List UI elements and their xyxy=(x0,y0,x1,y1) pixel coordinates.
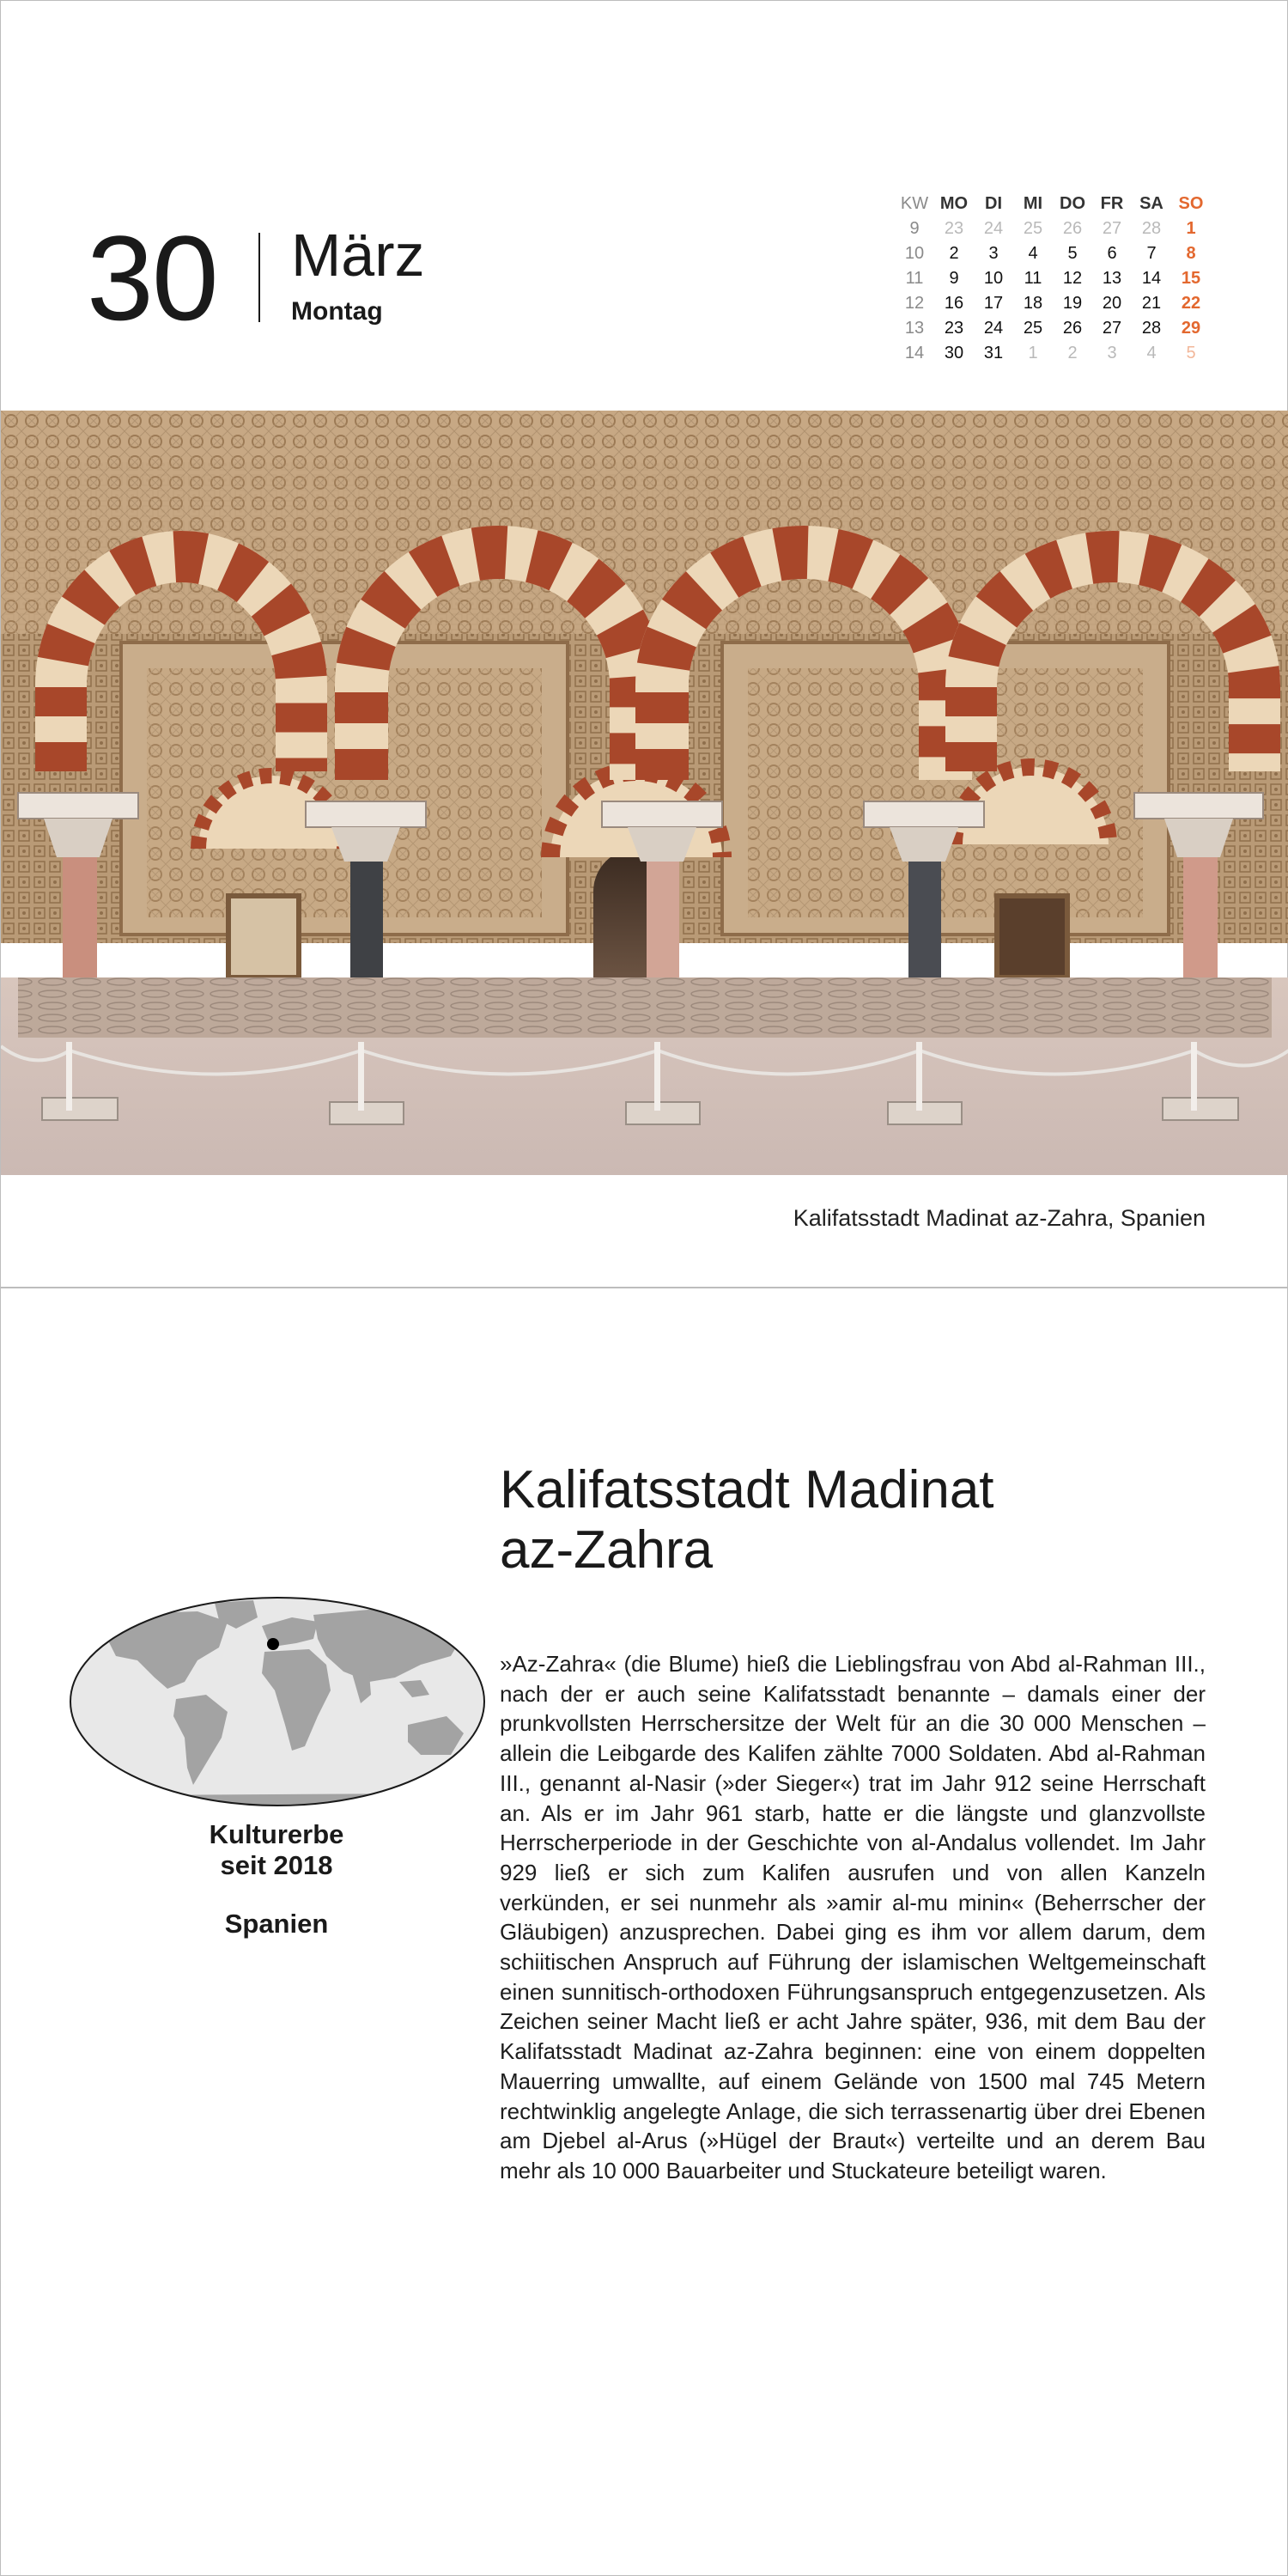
heritage-line2: seit 2018 xyxy=(220,1850,333,1880)
country-label: Spanien xyxy=(224,1909,329,1939)
mini-calendar-day: 20 xyxy=(1102,294,1122,313)
mini-calendar-day: 25 xyxy=(1023,219,1043,238)
mini-calendar-header-fr: FR xyxy=(1100,194,1124,213)
mini-calendar-header-mo: MO xyxy=(939,194,969,213)
mini-calendar-day: 4 xyxy=(1146,344,1157,362)
mini-calendar-day: 19 xyxy=(1062,294,1083,313)
mini-calendar-day: 7 xyxy=(1146,244,1157,263)
mini-calendar-day: 30 xyxy=(944,344,964,362)
mini-calendar-week-row xyxy=(895,241,1211,266)
mini-calendar-week-number: 14 xyxy=(904,344,925,362)
heritage-since-label xyxy=(70,1819,483,1881)
mini-calendar-day: 26 xyxy=(1062,219,1083,238)
mini-calendar-day: 4 xyxy=(1028,244,1038,263)
date-divider xyxy=(258,233,260,322)
mini-calendar-day: 31 xyxy=(983,344,1004,362)
mini-calendar-week-number: 12 xyxy=(904,294,925,313)
mini-calendar-day: 23 xyxy=(944,219,964,238)
mini-calendar-day: 5 xyxy=(1067,244,1078,263)
mini-calendar-day: 8 xyxy=(1186,244,1196,263)
heritage-line1: Kulturerbe xyxy=(209,1819,344,1849)
day-number: 30 xyxy=(87,210,217,345)
article-title-line1: Kalifatsstadt Madinat xyxy=(500,1460,994,1519)
mini-calendar-week-number: 9 xyxy=(909,219,920,238)
mini-calendar-header-sa: SA xyxy=(1139,194,1163,213)
location-marker xyxy=(267,1638,279,1650)
palace-arcade-photo xyxy=(1,411,1288,1175)
mini-calendar xyxy=(895,192,1211,366)
weekday-name: Montag xyxy=(291,297,383,326)
mini-calendar-header-so: SO xyxy=(1178,194,1204,213)
mini-calendar-week-row xyxy=(895,316,1211,341)
mini-calendar-day: 10 xyxy=(983,269,1004,288)
month-name: März xyxy=(291,222,425,289)
mini-calendar-day: 16 xyxy=(944,294,964,313)
mini-calendar-week-number: 11 xyxy=(905,269,924,288)
mini-calendar-day: 1 xyxy=(1028,344,1038,362)
mini-calendar-day: 21 xyxy=(1141,294,1162,313)
mini-calendar-day: 24 xyxy=(983,319,1004,338)
mini-calendar-day: 13 xyxy=(1102,269,1122,288)
mini-calendar-day: 17 xyxy=(983,294,1004,313)
mini-calendar-week-row xyxy=(895,216,1211,241)
mini-calendar-day: 18 xyxy=(1023,294,1043,313)
mini-calendar-week-row xyxy=(895,266,1211,291)
mini-calendar-week-row xyxy=(895,341,1211,366)
mini-calendar-day: 22 xyxy=(1181,294,1201,313)
mini-calendar-day: 24 xyxy=(983,219,1004,238)
mini-calendar-week-number: 10 xyxy=(904,244,925,263)
mini-calendar-day: 25 xyxy=(1023,319,1043,338)
mini-calendar-day: 15 xyxy=(1181,269,1201,288)
article-title-line2: az-Zahra xyxy=(500,1520,714,1580)
mini-calendar-day: 5 xyxy=(1186,344,1196,362)
mini-calendar-day: 29 xyxy=(1181,319,1201,338)
mini-calendar-day: 26 xyxy=(1062,319,1083,338)
mini-calendar-day: 9 xyxy=(949,269,959,288)
mini-calendar-day: 14 xyxy=(1141,269,1162,288)
mini-calendar-header-do: DO xyxy=(1060,194,1085,213)
mini-calendar-day: 2 xyxy=(949,244,959,263)
mini-calendar-day: 3 xyxy=(988,244,999,263)
mini-calendar-day: 3 xyxy=(1107,344,1117,362)
mini-calendar-day: 12 xyxy=(1062,269,1083,288)
mini-calendar-week-number: 13 xyxy=(904,319,925,338)
world-map-globe xyxy=(69,1596,486,1807)
mini-calendar-day: 28 xyxy=(1141,319,1162,338)
mini-calendar-day: 27 xyxy=(1102,219,1122,238)
mini-calendar-week-row xyxy=(895,291,1211,316)
photo-caption: Kalifatsstadt Madinat az-Zahra, Spanien xyxy=(793,1205,1206,1231)
mini-calendar-header-row xyxy=(895,192,1211,216)
mini-calendar-day: 27 xyxy=(1102,319,1122,338)
mini-calendar-day: 23 xyxy=(944,319,964,338)
mini-calendar-header-mi: MI xyxy=(1023,194,1043,213)
mini-calendar-day: 6 xyxy=(1107,244,1117,263)
mini-calendar-header-di: DI xyxy=(985,194,1002,213)
mini-calendar-header-kw: KW xyxy=(900,194,929,213)
mini-calendar-day: 1 xyxy=(1186,219,1196,238)
mini-calendar-day: 28 xyxy=(1141,219,1162,238)
mini-calendar-day: 11 xyxy=(1024,269,1042,288)
article-title xyxy=(500,1460,1187,1580)
article-body: »Az-Zahra« (die Blume) hieß die Lieblingsfrau von Abd al-Rahman III., nach der er auch seine Kalifatsstadt benannte – damals einer der prunkvollsten Herrschersitze der Welt für an die 30 000 Menschen – allein die Leibgarde des Kalifen zählte 7000 Soldaten. Abd al-Rahman III., genannt al-Nasir (»der Sieger«) trat im Jahr 912 seine Herrschaft an. Als er im Jahr 961 starb, hatte er die längste und glanzvollste Herrscherperiode in der Geschichte von al-Andalus vollendet. Im Jahr 929 ließ er sich zum Kalifen ausrufen und von allen Kanzeln verkünden, er sei nunmehr als »amir al-mu minin« (Beherrscher der Gläubigen) anzusprechen. Dabei ging es ihm vor allem darum, dem schiitischen Anspruch auf Führung der islamischen Weltgemeinschaft einen sunnitisch-orthodoxen Führungsanspruch entgegenzusetzen. Als Zeichen seiner Macht ließ er acht Jahre später, 936, mit dem Bau der Kalifatsstadt Madinat az-Zahra beginnen: eine von einem doppelten Mauerring umwallte, auf einem Gelände von 1500 mal 745 Metern rechtwinklig angelegte Anlage, die sich terrassenartig über drei Ebenen am Djebel al-Arus (»Hügel der Braut«) verteilte und an derem Bau mehr als 10 000 Bauarbeiter und Stuckateure beteiligt waren. xyxy=(500,1651,1206,2183)
mini-calendar-day: 2 xyxy=(1067,344,1078,362)
